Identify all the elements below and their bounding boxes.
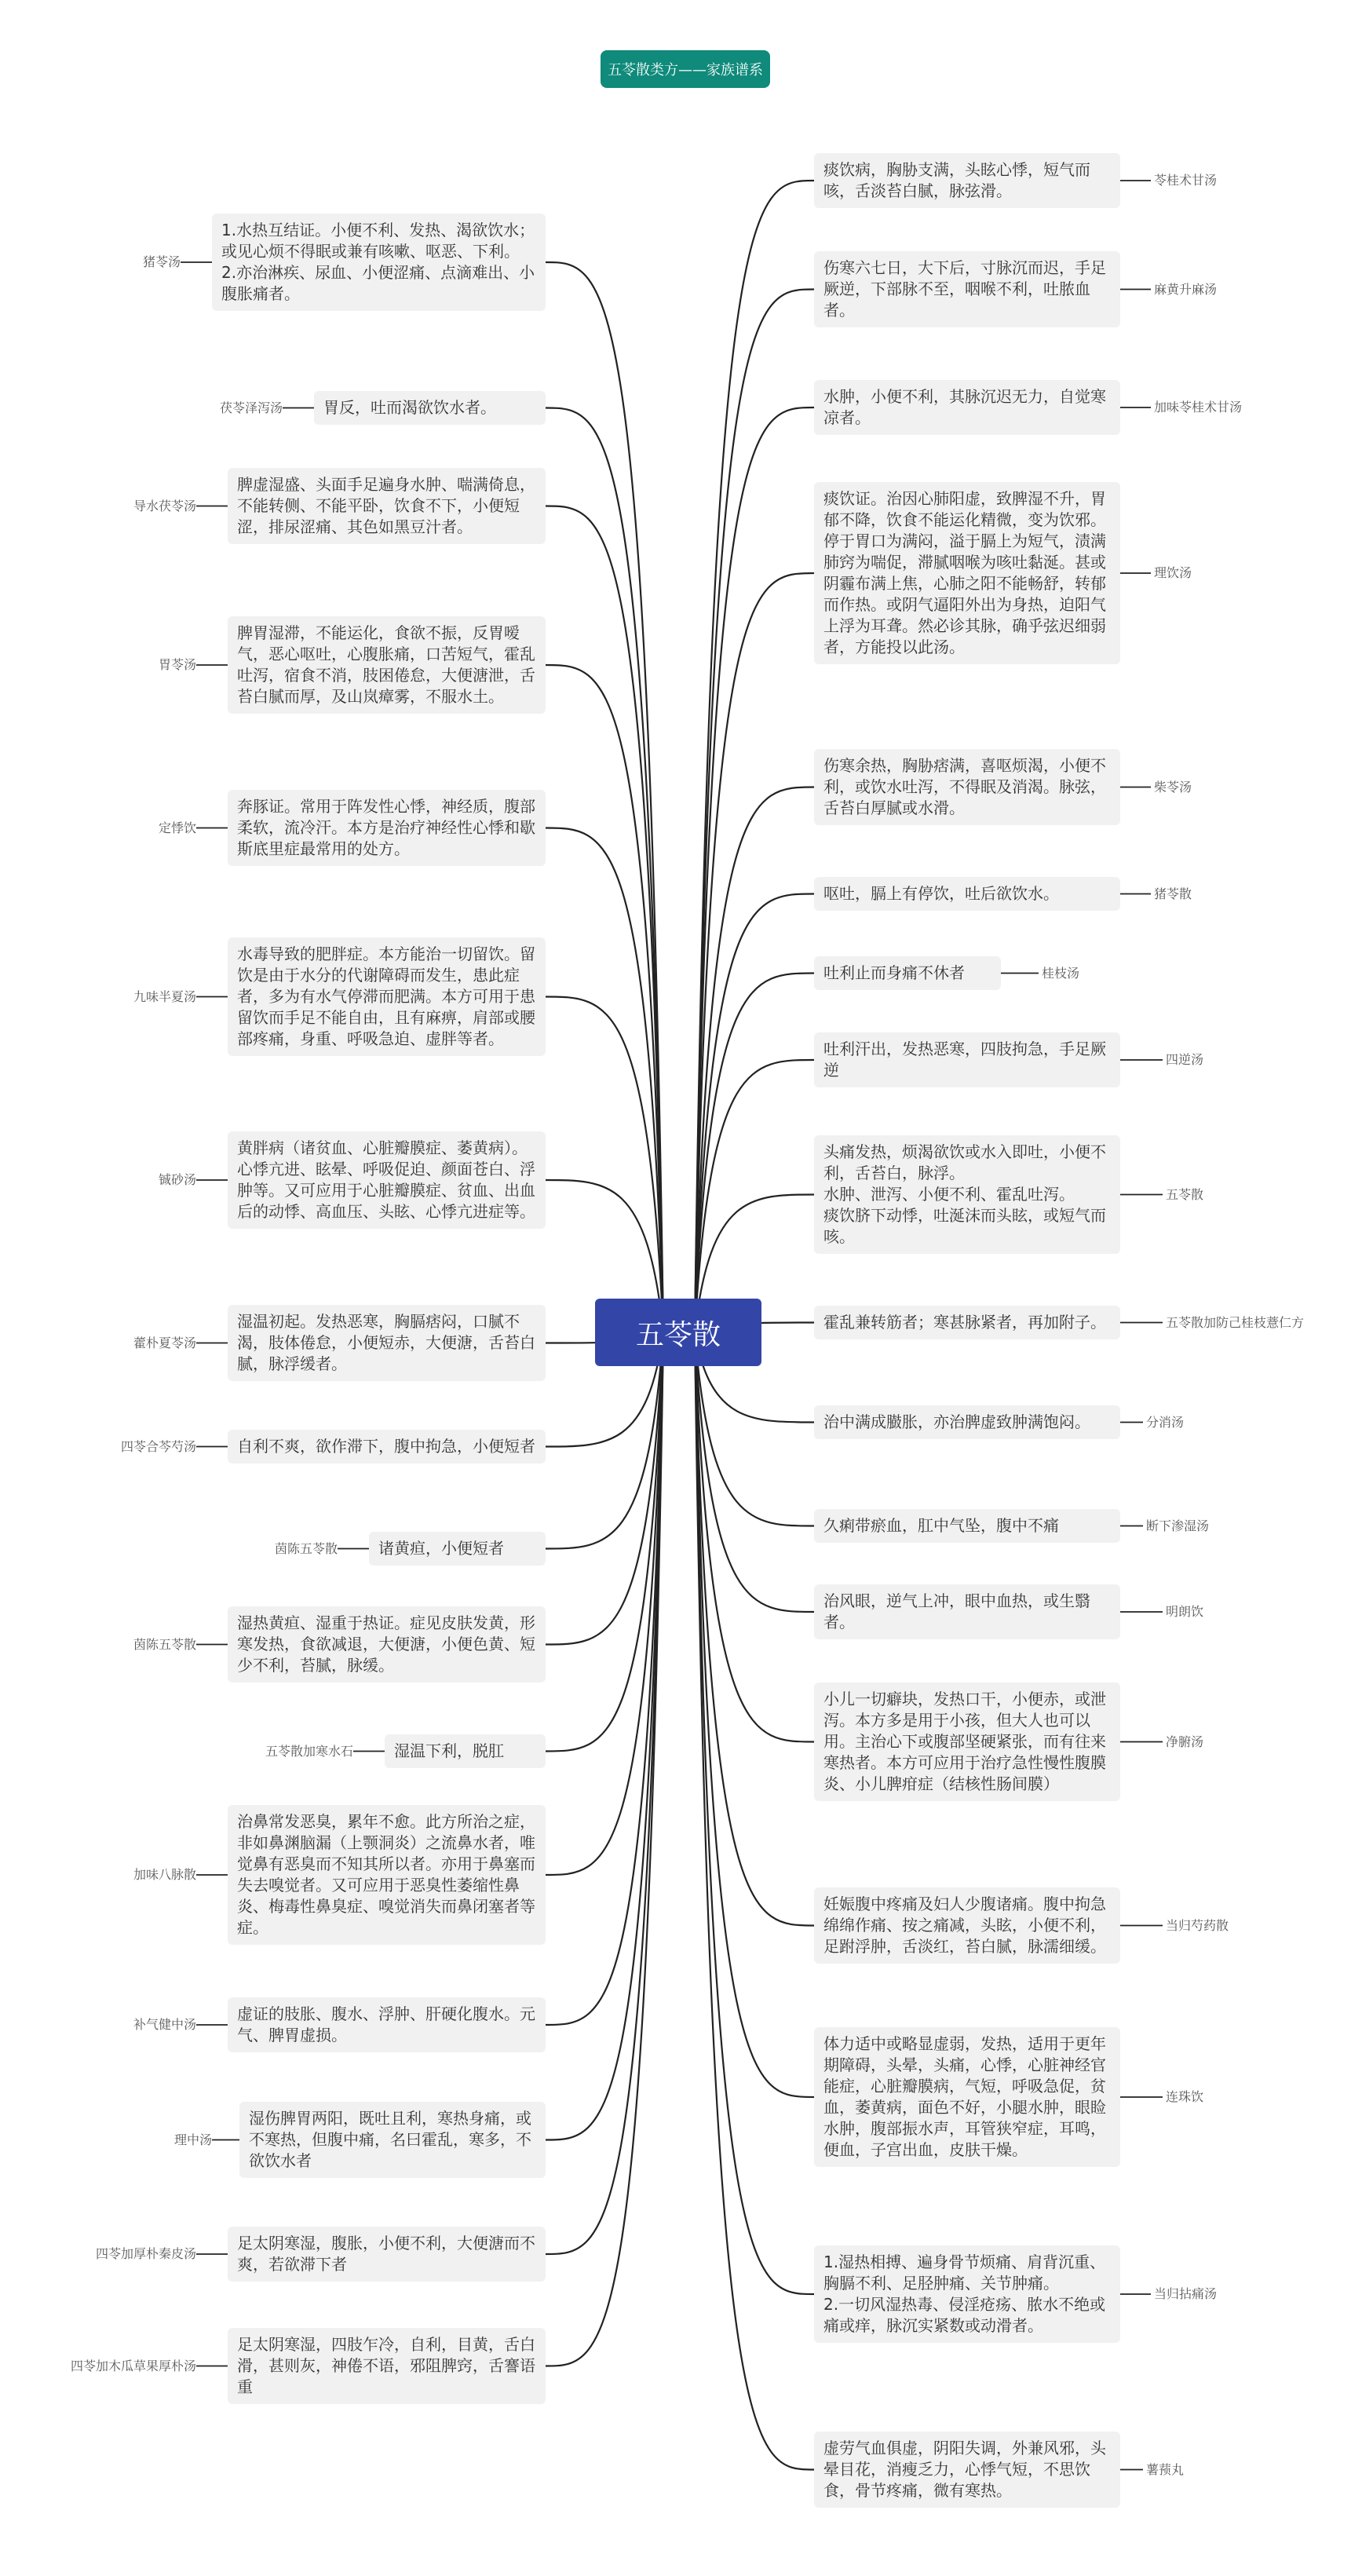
- left-node-label[interactable]: 五苓散加寒水石: [265, 1743, 353, 1759]
- right-node-text[interactable]: 伤寒六七日，大下后，寸脉沉而迟，手足厥逆，下部脉不至，咽喉不利，吐脓血者。: [814, 251, 1120, 327]
- connector-right: [695, 1332, 814, 1742]
- right-node-label[interactable]: 净腑汤: [1166, 1734, 1204, 1749]
- right-node-label[interactable]: 苓桂术甘汤: [1154, 173, 1218, 188]
- left-node-label[interactable]: 加味八脉散: [133, 1867, 196, 1882]
- left-node-label[interactable]: 九味半夏汤: [133, 988, 196, 1004]
- root-node[interactable]: 五苓散: [595, 1299, 761, 1366]
- left-node-text[interactable]: 诸黄疸，小便短者: [369, 1532, 546, 1566]
- left-node-label[interactable]: 导水茯苓汤: [133, 498, 196, 513]
- connector-right: [695, 1332, 814, 2294]
- right-node-label[interactable]: 加味苓桂术甘汤: [1154, 400, 1243, 415]
- left-node-text[interactable]: 治鼻常发恶臭，累年不愈。此方所治之症，非如鼻渊脑漏（上颚洞炎）之流鼻水者，唯觉鼻有恶臭而不知其所以者。亦用于鼻塞而失去嗅觉者。又可应用于恶臭性萎缩性鼻炎、梅毒性鼻臭症、嗅觉消失而鼻闭塞者等症。: [228, 1805, 546, 1945]
- right-node-text[interactable]: 治风眼，逆气上冲，眼中血热，或生翳者。: [814, 1584, 1120, 1639]
- right-node-label[interactable]: 理饮汤: [1154, 565, 1192, 580]
- connector-left: [546, 1332, 663, 1645]
- right-node-label[interactable]: 当归拈痛汤: [1154, 2286, 1218, 2301]
- left-node-label[interactable]: 补气健中汤: [133, 2017, 196, 2032]
- connector-left: [546, 997, 663, 1333]
- right-node-label[interactable]: 分消汤: [1146, 1414, 1185, 1430]
- left-node-text[interactable]: 足太阴寒湿，四肢乍冷，自利，目黄，舌白滑，甚则灰，神倦不语，邪阻脾窍，舌謇语重: [228, 2328, 546, 2404]
- connector-right: [695, 1332, 814, 1612]
- right-node-label[interactable]: 麻黄升麻汤: [1154, 281, 1218, 297]
- left-node-label[interactable]: 胃苓汤: [158, 657, 196, 672]
- connector-right: [695, 1060, 814, 1332]
- right-node-label[interactable]: 桂枝汤: [1042, 965, 1080, 981]
- right-node-text[interactable]: 体力适中或略显虚弱，发热，适用于更年期障碍，头晕，头痛，心悸，心脏神经官能症，心脏瓣膜病，气短，呼吸急促，贫血，萎黄病，面色不好，小腿水肿，眼睑水肿，腹部振水声，耳管狭窄症，耳鸣，便血，子宫出血，皮肤干燥。: [814, 2027, 1120, 2167]
- right-node-text[interactable]: 妊娠腹中疼痛及妇人少腹诸痛。腹中拘急绵绵作痛、按之痛减，头眩，小便不利，足跗浮肿，舌淡红，苔白腻，脉濡细缓。: [814, 1887, 1120, 1964]
- right-node-label[interactable]: 柴苓汤: [1154, 779, 1192, 795]
- connector-right: [695, 181, 814, 1332]
- right-node-label[interactable]: 连珠饮: [1166, 2089, 1204, 2104]
- connector-left: [546, 1332, 663, 2254]
- left-node-label[interactable]: 定悸饮: [158, 820, 196, 835]
- left-node-text[interactable]: 脾虚湿盛、头面手足遍身水肿、喘满倚息，不能转侧、不能平卧，饮食不下，小便短涩，排尿涩痛、其色如黑豆汁者。: [228, 468, 546, 544]
- connector-left: [546, 1332, 663, 2140]
- right-node-label[interactable]: 四逆汤: [1166, 1052, 1204, 1067]
- left-node-label[interactable]: 茵陈五苓散: [133, 1636, 196, 1652]
- left-node-label[interactable]: 茯苓泽泻汤: [219, 400, 283, 415]
- left-node-label[interactable]: 四苓合芩芍汤: [120, 1438, 196, 1454]
- connector-left: [546, 1332, 663, 1752]
- right-node-label[interactable]: 断下渗湿汤: [1146, 1518, 1210, 1533]
- left-node-label[interactable]: 藿朴夏苓汤: [133, 1335, 196, 1350]
- left-node-text[interactable]: 水毒导致的肥胖症。本方能治一切留饮。留饮是由于水分的代谢障碍而发生，患此症者，多为有水气停滞而肥满。本方可用于患留饮而手足不能自由，且有麻痹，肩部或腰部疼痛，身重、呼吸急迫、虚胖等者。: [228, 937, 546, 1056]
- left-node-text[interactable]: 胃反，吐而渴欲饮水者。: [314, 391, 546, 425]
- connector-left: [546, 1332, 663, 2025]
- right-node-label[interactable]: 薯蓣丸: [1146, 2461, 1185, 2477]
- right-node-text[interactable]: 痰饮病，胸胁支满，头眩心悸，短气而咳，舌淡苔白腻，脉弦滑。: [814, 153, 1120, 208]
- right-node-text[interactable]: 小儿一切癖块，发热口干，小便赤，或泄泻。本方多是用于小孩，但大人也可以用。主治心下或腹部坚硬紧张，而有往来寒热者。本方可应用于治疗急性慢性腹膜炎、小儿脾疳症（结核性肠间膜）: [814, 1683, 1120, 1801]
- left-node-text[interactable]: 湿温下利，脱肛: [385, 1734, 546, 1768]
- right-node-text[interactable]: 伤寒余热，胸胁痞满，喜呕烦渴，小便不利，或饮水吐泻，不得眠及消渴。脉弦，舌苔白厚腻或水滑。: [814, 749, 1120, 825]
- connector-left: [546, 262, 663, 1332]
- left-node-text[interactable]: 足太阴寒湿，腹胀，小便不利，大便溏而不爽，若欲滞下者: [228, 2227, 546, 2282]
- left-node-text[interactable]: 1.水热互结证。小便不利、发热、渴欲饮水；或见心烦不得眠或兼有咳嗽、呕恶、下利。 2.亦治淋疾、尿血、小便涩痛、点滴难出、小腹胀痛者。: [212, 214, 546, 311]
- left-node-label[interactable]: 理中汤: [173, 2132, 212, 2147]
- left-node-text[interactable]: 奔豚证。常用于阵发性心悸，神经质，腹部柔软，流冷汗。本方是治疗神经性心悸和歇斯底里症最常用的处方。: [228, 790, 546, 866]
- right-node-text[interactable]: 久痢带瘀血，肛中气坠，腹中不痛: [814, 1509, 1120, 1543]
- right-node-label[interactable]: 五苓散: [1166, 1186, 1204, 1202]
- right-node-text[interactable]: 1.湿热相搏、遍身骨节烦痛、肩背沉重、胸膈不利、足胫肿痛、关节肿痛。 2.一切风湿热毒、侵淫疮疡、脓水不绝或痛或痒，脉沉实紧数或动滑者。: [814, 2245, 1120, 2343]
- left-node-label[interactable]: 四苓加厚朴秦皮汤: [95, 2246, 196, 2261]
- right-node-text[interactable]: 吐利汗出，发热恶寒，四肢拘急，手足厥逆: [814, 1032, 1120, 1087]
- right-node-text[interactable]: 痰饮证。治因心肺阳虚，致脾湿不升，胃郁不降，饮食不能运化精微，变为饮邪。停于胃口为满闷，溢于膈上为短气，渍满肺窍为喘促，滞腻咽喉为咳吐黏涎。甚或阴霾布满上焦，心肺之阳不能畅舒，转郁而作热。或阴气逼阳外出为身热，迫阳气上浮为耳聋。然必诊其脉，确乎弦迟细弱者，方能投以此汤。: [814, 482, 1120, 664]
- connector-right: [695, 290, 814, 1333]
- left-node-text[interactable]: 黄胖病（诸贫血、心脏瓣膜症、萎黄病）。心悸亢进、眩晕、呼吸促迫、颜面苍白、浮肿等。又可应用于心脏瓣膜症、贫血、出血后的动悸、高血压、头眩、心悸亢进症等。: [228, 1131, 546, 1229]
- diagram-badge[interactable]: 五苓散类方——家族谱系: [601, 50, 770, 88]
- right-node-text[interactable]: 呕吐，膈上有停饮，吐后欲饮水。: [814, 877, 1120, 911]
- connector-left: [546, 828, 663, 1333]
- left-node-text[interactable]: 湿热黄疸、湿重于热证。症见皮肤发黄，形寒发热，食欲减退，大便溏，小便色黄、短少不利，苔腻，脉缓。: [228, 1606, 546, 1683]
- left-node-label[interactable]: 四苓加木瓜草果厚朴汤: [70, 2358, 196, 2373]
- right-node-text[interactable]: 水肿，小便不利，其脉沉迟无力，自觉寒凉者。: [814, 380, 1120, 435]
- connector-right: [695, 974, 814, 1333]
- left-node-label[interactable]: 铖砂汤: [158, 1172, 196, 1187]
- right-node-label[interactable]: 五苓散加防己桂枝薏仁方: [1166, 1314, 1305, 1330]
- right-node-text[interactable]: 治中满成臌胀，亦治脾虚致肿满饱闷。: [814, 1405, 1120, 1439]
- right-node-label[interactable]: 明朗饮: [1166, 1604, 1204, 1619]
- left-node-text[interactable]: 虚证的肢胀、腹水、浮肿、肝硬化腹水。元气、脾胃虚损。: [228, 1997, 546, 2052]
- left-node-text[interactable]: 湿伤脾胃两阳，既吐且利，寒热身痛，或不寒热，但腹中痛，名曰霍乱，寒多，不欲饮水者: [239, 2102, 546, 2178]
- right-node-text[interactable]: 头痛发热，烦渴欲饮或水入即吐，小便不利，舌苔白，脉浮。 水肿、泄泻、小便不利、霍乱吐泻。 痰饮脐下动悸，吐涎沫而头眩，或短气而咳。: [814, 1135, 1120, 1254]
- right-node-label[interactable]: 当归芍药散: [1166, 1917, 1229, 1933]
- left-node-text[interactable]: 自利不爽，欲作滞下，腹中拘急，小便短者: [228, 1430, 546, 1463]
- left-node-label[interactable]: 猪苓汤: [142, 254, 181, 269]
- left-node-text[interactable]: 湿温初起。发热恶寒，胸膈痞闷，口腻不渴，肢体倦怠，小便短赤，大便溏，舌苔白腻，脉浮缓者。: [228, 1305, 546, 1381]
- left-node-text[interactable]: 脾胃湿滞，不能运化，食欲不振，反胃嗳气，恶心呕吐，心腹胀痛，口苦短气，霍乱吐泻，宿食不消，肢困倦怠，大便溏泄，舌苔白腻而厚，及山岚瘴雾，不服水土。: [228, 616, 546, 714]
- right-node-text[interactable]: 吐利止而身痛不休者: [814, 956, 1001, 990]
- left-node-label[interactable]: 茵陈五苓散: [274, 1540, 338, 1556]
- right-node-label[interactable]: 猪苓散: [1154, 886, 1192, 901]
- right-node-text[interactable]: 虚劳气血俱虚，阴阳失调，外兼风邪，头晕目花，消瘦乏力，心悸气短，不思饮食，骨节疼痛，微有寒热。: [814, 2432, 1120, 2508]
- right-node-text[interactable]: 霍乱兼转筋者；寒甚脉紧者，再加附子。: [814, 1306, 1120, 1339]
- connector-left: [546, 1332, 663, 1875]
